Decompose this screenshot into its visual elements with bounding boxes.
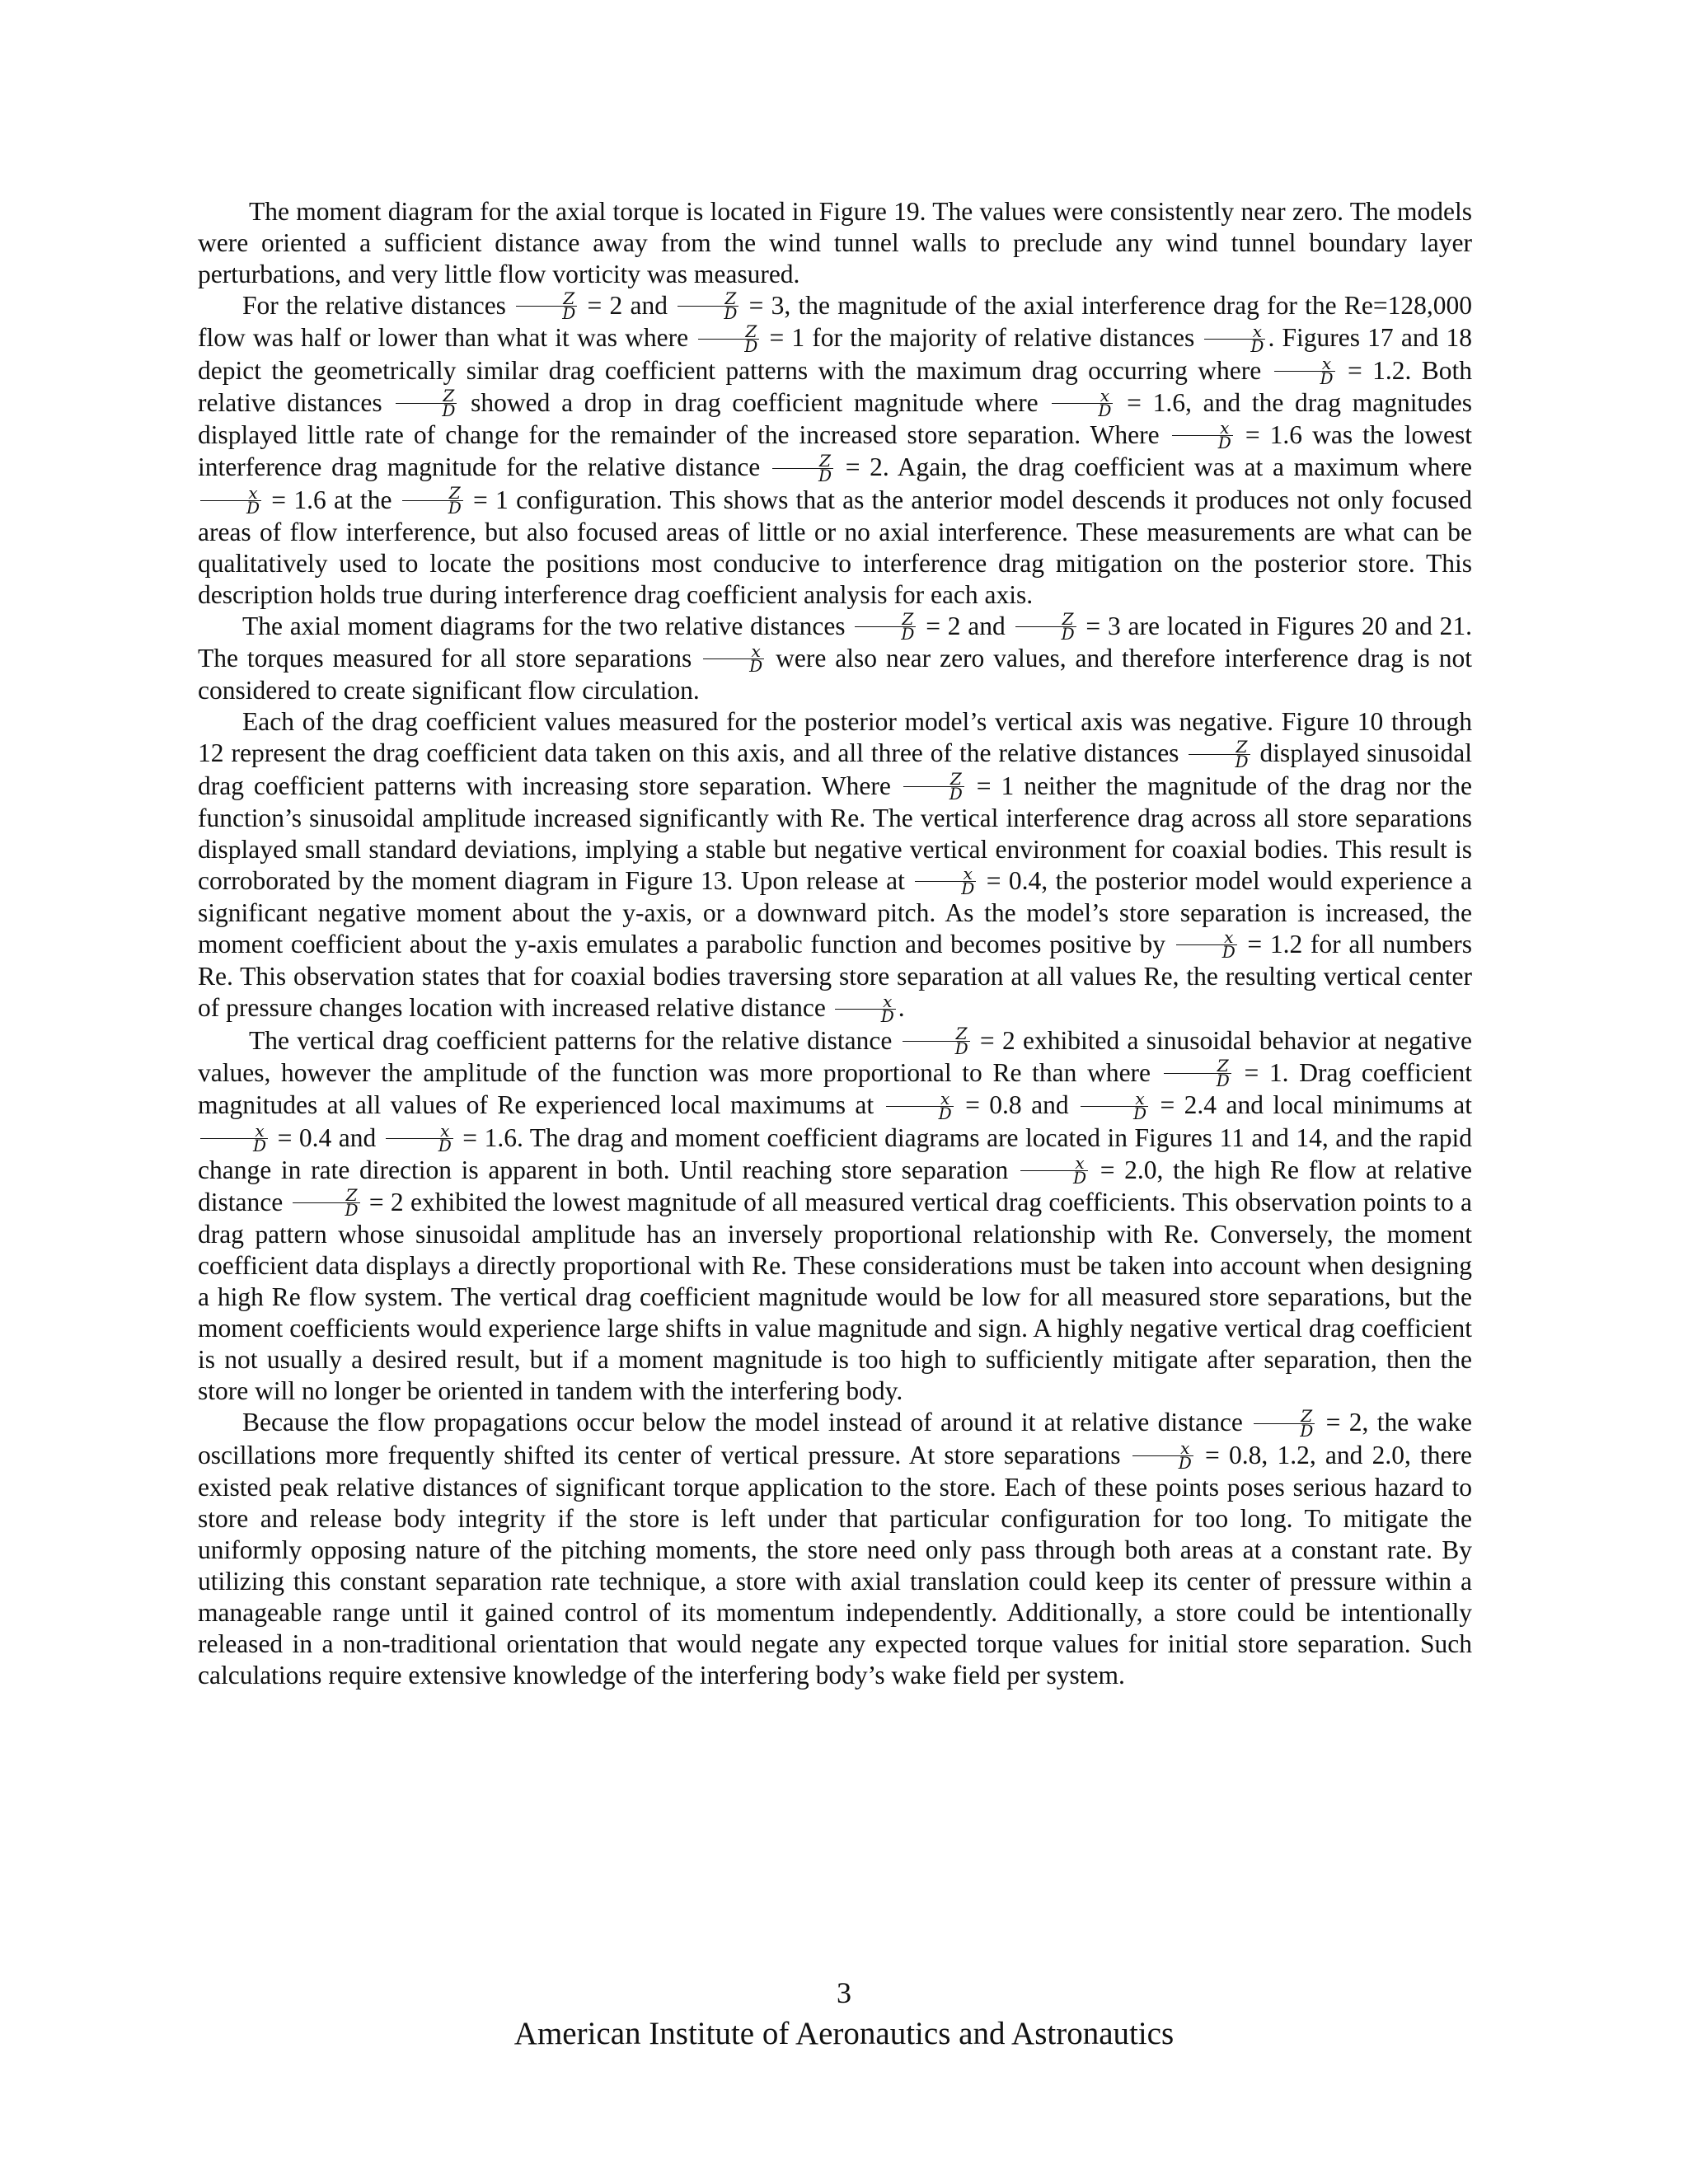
fraction-denominator: D [954, 1038, 968, 1058]
fraction-x-over-d [386, 1120, 453, 1155]
text-run: = 1 configuration. This shows that as the anterior model descends it produces not only focused areas of flow interference, but also focused areas of little or no axial interference. These measurements are what can be qualitatively used to locate the positions most conducive to interference drag mitigation on the posterior store. This description holds true during interference drag coefficient analysis for each axis. [198, 485, 1473, 609]
fraction-numerator: x [1081, 1092, 1148, 1107]
fraction-z-over-d [396, 386, 457, 421]
fraction-x-over-d [1132, 1437, 1193, 1473]
fraction-numerator: x [1176, 930, 1237, 945]
text-run: = 0.4 and [270, 1122, 383, 1152]
fraction-numerator: Z [293, 1188, 360, 1203]
text-run: = 2.4 and local minimums at [1151, 1090, 1472, 1120]
fraction-z-over-d [1254, 1405, 1315, 1441]
fraction-numerator: Z [855, 612, 916, 627]
fraction-numerator: Z [903, 1027, 970, 1042]
fraction-numerator: Z [772, 454, 833, 469]
paragraph-axial-moment [198, 611, 1472, 707]
fraction-z-over-d [855, 609, 916, 644]
fraction-z-over-d [698, 321, 759, 356]
fraction-x-over-d [1081, 1088, 1148, 1123]
fraction-numerator: Z [402, 486, 463, 501]
fraction-denominator: D [1133, 1103, 1147, 1123]
fraction-numerator: Z [396, 389, 457, 404]
fraction-denominator: D [961, 879, 975, 899]
fraction-denominator: D [1216, 1071, 1230, 1091]
fraction-denominator: D [1098, 401, 1112, 421]
fraction-x-over-d [1274, 353, 1335, 388]
paragraph-axial-drag [198, 290, 1472, 611]
fraction-numerator: Z [698, 325, 759, 340]
fraction-denominator: D [1217, 433, 1231, 453]
page-number: 3 [837, 1976, 851, 2009]
fraction-numerator: x [915, 867, 976, 882]
text-run: were also near zero values, and therefore interference drag is not considered to create significant flow circulation. [198, 644, 1472, 705]
text-run: = 0.8 and [955, 1090, 1078, 1120]
text-run: = 1.6, and the drag magnitudes displayed little rate of change for the remainder of the increased store separation. Where [198, 387, 1472, 450]
fraction-denominator: D [448, 497, 462, 518]
text-run: = 3, the magnitude of the axial interference drag for the Re=128,000 flow was half or lower than what it was where [198, 291, 1472, 353]
fraction-z-over-d [1164, 1056, 1231, 1091]
fraction-z-over-d [516, 288, 577, 324]
text-run: . Figures 17 and 18 depict the geometrically similar drag coefficient patterns with the maximum drag occurring where [198, 323, 1472, 385]
fraction-z-over-d [293, 1185, 360, 1221]
fraction-numerator: x [1204, 325, 1265, 340]
fraction-denominator: D [246, 497, 260, 518]
fraction-denominator: D [1221, 942, 1236, 963]
fraction-numerator: Z [1254, 1409, 1315, 1424]
fraction-x-over-d [1204, 321, 1265, 356]
text-run: = 3 are located in Figures 20 and 21. The torques measured for all store separations [198, 611, 1472, 673]
text-run: = 2. Again, the drag coefficient was at a maximum where [836, 452, 1472, 482]
fraction-denominator: D [562, 303, 576, 324]
fraction-numerator: Z [516, 292, 577, 307]
text-run: = 2, the wake oscillations more frequently shifted its center of vertical pressure. At store separations [198, 1408, 1472, 1469]
paragraph-axial-torque [198, 196, 1472, 290]
fraction-denominator: D [1250, 335, 1264, 356]
text-run: = 0.8, 1.2, and 2.0, there existed peak relative distances of significant torque application to the store. Each of these points poses serious hazard to store and release body integrity if the store is left under that particular configuration for too long. To mitigate the uniformly opposing nature of the pitching moments, the store need only pass through both areas at a constant rate. By utilizing this constant separation rate technique, a store with axial translation could keep its center of pressure within a manageable range until it gained control of its momentum independently. Additionally, a store could be intentionally released in a non-traditional orientation that would negate any expected torque values for initial store separation. Such calculations require extensive knowledge of the interfering body’s wake field per system. [198, 1440, 1472, 1690]
fraction-numerator: x [1020, 1156, 1088, 1171]
text-run: = 1.6 at the [264, 485, 400, 514]
text-run: displayed sinusoidal drag coefficient patterns with increasing store separation. Where [198, 738, 1472, 800]
fraction-denominator: D [938, 1103, 952, 1123]
text-run: = 2 exhibited the lowest magnitude of all measured vertical drag coefficients. This observation points to a drag pattern whose sinusoidal amplitude has an inversely proportional relationship with Re. Conversely, the moment coefficient data displays a directly proportional with Re. These considerations must be taken into account when designing a high Re flow system. The vertical drag coefficient magnitude would be low for all measured store separations, but the moment coefficients would experience large shifts in value magnitude and sign. A highly negative vertical drag coefficient is not usually a desired result, but if a moment magnitude is too high to sufficiently mitigate after separation, then the store will no longer be oriented in tandem with the interfering body. [198, 1188, 1472, 1406]
fraction-numerator: x [835, 995, 896, 1010]
body-text [198, 196, 1472, 1691]
fraction-denominator: D [253, 1135, 267, 1155]
fraction-numerator: Z [678, 292, 738, 307]
fraction-numerator: x [886, 1092, 954, 1107]
text-run: = 2 exhibited a sinusoidal behavior at negative values, however the amplitude of the function was more proportional to Re than where [198, 1025, 1472, 1087]
fraction-z-over-d [678, 288, 738, 324]
fraction-z-over-d [402, 482, 463, 518]
fraction-x-over-d [1020, 1153, 1088, 1188]
text-run: The vertical drag coefficient patterns for the relative distance [249, 1025, 900, 1055]
fraction-x-over-d [200, 1120, 268, 1155]
paragraph-vertical-patterns [198, 1025, 1472, 1408]
fraction-denominator: D [744, 335, 758, 356]
fraction-x-over-d [915, 864, 976, 899]
text-run: = 2 and [579, 291, 676, 320]
text-run: Each of the drag coefficient values measured for the posterior model’s vertical axis was negative. Figure 10 through 12 represent the drag coefficient data taken on this axis, and all three of the relative distances [198, 707, 1472, 768]
text-run: The moment diagram for the axial torque is located in Figure 19. The values were consistently near zero. The models were oriented a sufficient distance away from the wind tunnel walls to preclude any wind tunnel boundary layer perturbations, and very little flow vorticity was measured. [198, 197, 1472, 288]
fraction-numerator: x [386, 1124, 453, 1139]
fraction-numerator: Z [1015, 612, 1076, 627]
text-run: The axial moment diagrams for the two relative distances [242, 611, 853, 640]
fraction-denominator: D [880, 1005, 894, 1026]
fraction-z-over-d [772, 450, 833, 485]
text-run: = 1 for the majority of relative distances [762, 323, 1203, 353]
fraction-denominator: D [1300, 1420, 1314, 1441]
text-run: For the relative distances [242, 291, 514, 320]
fraction-x-over-d [886, 1088, 954, 1123]
fraction-z-over-d [1015, 609, 1076, 644]
text-run: Because the flow propagations occur below the model instead of around it at relative distance [242, 1408, 1252, 1437]
fraction-denominator: D [345, 1200, 359, 1221]
fraction-denominator: D [438, 1135, 452, 1155]
fraction-numerator: Z [1189, 740, 1250, 755]
fraction-denominator: D [1072, 1168, 1086, 1188]
fraction-numerator: x [1132, 1441, 1193, 1456]
text-run: = 1.2. Both relative distances [198, 355, 1472, 417]
fraction-numerator: Z [1164, 1059, 1231, 1074]
text-run: = 0.4, the posterior model would experience a significant negative moment about the y-axis, or a downward pitch. As the model’s store separation is increased, the moment coefficient about the y-axis emulates a parabolic function and becomes positive by [198, 865, 1472, 959]
fraction-denominator: D [1061, 624, 1075, 644]
text-run: = 2.0, the high Re flow at relative distance [198, 1155, 1473, 1217]
fraction-denominator: D [724, 303, 738, 324]
fraction-denominator: D [442, 401, 456, 421]
fraction-numerator: x [200, 486, 261, 501]
fraction-z-over-d [903, 1023, 970, 1058]
fraction-z-over-d [1189, 736, 1250, 771]
journal-footer: American Institute of Aeronautics and Astronautics [513, 2016, 1175, 2051]
fraction-denominator: D [749, 656, 763, 677]
fraction-denominator: D [1320, 368, 1334, 388]
text-run: = 1.6 was the lowest interference drag magnitude for the relative distance [198, 420, 1472, 482]
fraction-numerator: x [200, 1124, 268, 1139]
paragraph-wake-oscillations [198, 1407, 1472, 1691]
fraction-numerator: x [1052, 389, 1113, 404]
fraction-x-over-d [1172, 418, 1233, 453]
text-run: . [898, 993, 905, 1023]
fraction-x-over-d [1052, 386, 1113, 421]
fraction-x-over-d [200, 482, 261, 518]
fraction-x-over-d [835, 991, 896, 1026]
fraction-denominator: D [1235, 751, 1249, 771]
fraction-numerator: x [1274, 357, 1335, 372]
fraction-denominator: D [818, 465, 832, 485]
fraction-z-over-d [903, 768, 964, 804]
fraction-x-over-d [703, 641, 764, 677]
text-run: = 1. Drag coefficient magnitudes at all values of Re experienced local maximums at [198, 1057, 1472, 1120]
fraction-denominator: D [901, 624, 915, 644]
fraction-numerator: x [1172, 421, 1233, 436]
fraction-numerator: Z [903, 772, 964, 787]
paragraph-vertical-drag [198, 706, 1472, 1024]
fraction-denominator: D [1178, 1452, 1192, 1473]
text-run: = 2 and [918, 611, 1013, 640]
fraction-x-over-d [1176, 927, 1237, 963]
fraction-denominator: D [949, 783, 963, 804]
fraction-numerator: x [703, 644, 764, 659]
text-run: = 1 neither the magnitude of the drag nor the function’s sinusoidal amplitude increased significantly with Re. The vertical interference drag across all store separations displayed small standard deviations, implying a stable but negative vertical environment for coaxial bodies. This result is corroborated by the moment diagram in Figure 13. Upon release at [198, 771, 1472, 895]
text-run: showed a drop in drag coefficient magnitude where [459, 387, 1050, 417]
text-run: = 1.2 for all numbers Re. This observation states that for coaxial bodies traversing store separation at all values Re, the resulting vertical center of pressure changes location with increased relative distance [198, 930, 1472, 1023]
text-run: = 1.6. The drag and moment coefficient diagrams are located in Figures 11 and 14, and the rapid change in rate direction is apparent in both. Until reaching store separation [198, 1122, 1472, 1184]
